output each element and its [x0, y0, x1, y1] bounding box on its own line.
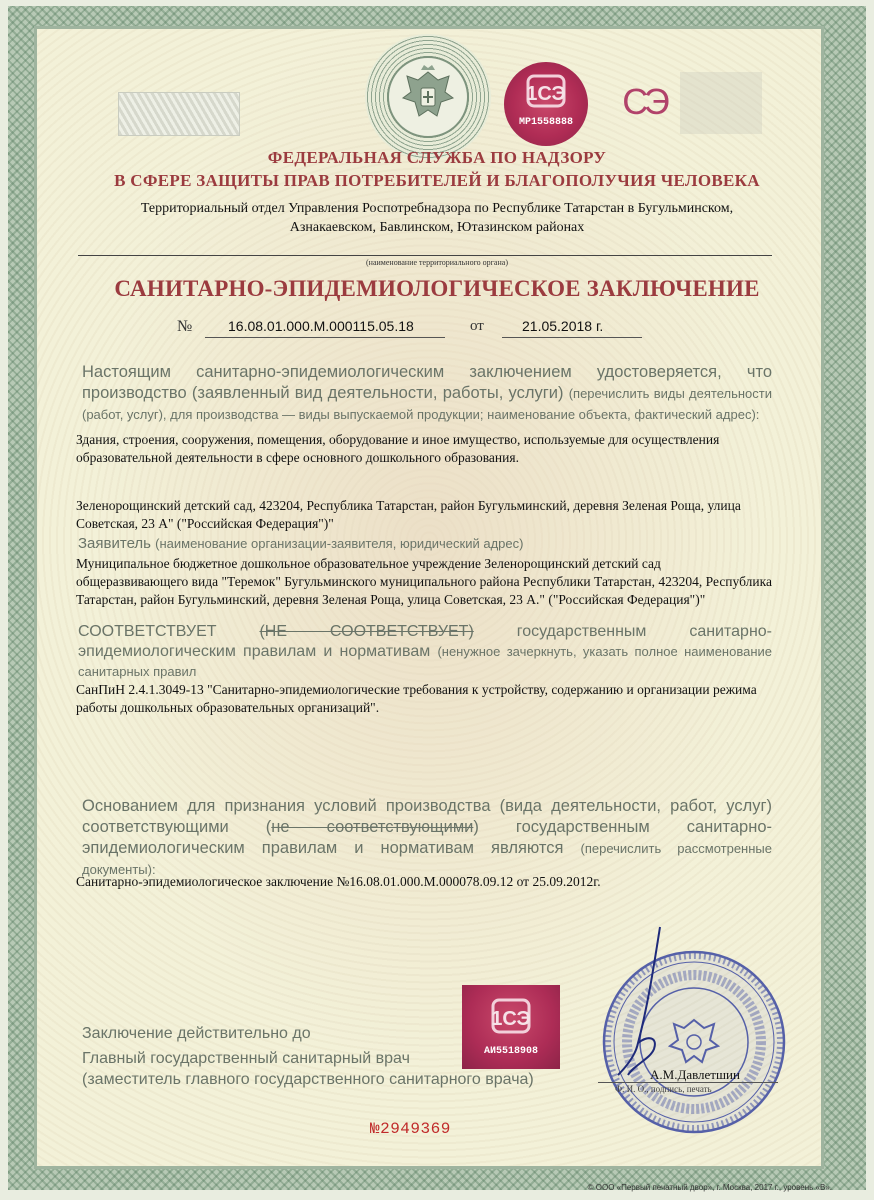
- not-conforms-struck: (НЕ СООТВЕТСТВУЕТ): [259, 623, 474, 640]
- number-sign: №: [177, 318, 193, 335]
- agency-title-line2: В СФЕРЕ ЗАЩИТЫ ПРАВ ПОТРЕБИТЕЛЕЙ И БЛАГОПОЛУЧИЯ ЧЕЛОВЕКА: [114, 171, 760, 190]
- document-title: САНИТАРНО-ЭПИДЕМИОЛОГИЧЕСКОЕ ЗАКЛЮЧЕНИЕ: [114, 276, 760, 301]
- conforms-rest: государственным санитарно-эпидемиологическим правилам и нормативам: [78, 623, 772, 660]
- hologram-logo-icon: [516, 70, 576, 114]
- divider: [78, 255, 772, 256]
- applicant-label-row: [78, 535, 778, 552]
- intro-text: Настоящим санитарно-эпидемиологическим заключением удостоверяется, что производство (заявленный вид деятельности, работы, услуги): [82, 363, 772, 402]
- handwritten-signature: [608, 925, 688, 1085]
- sanitary-rules: СанПиН 2.4.1.3049-13 "Санитарно-эпидемиологические требования к устройству, содержанию и организации режима работы дошкольных образовательных организаций".: [76, 682, 757, 715]
- certificate-number: 16.08.01.000.М.000115.05.18: [228, 318, 414, 334]
- territorial-body-line1: Территориальный отдел Управления Роспотребнадзора по Республике Татарстан в Бугульминском,: [140, 201, 734, 216]
- intro-hint: (перечислить виды деятельности (работ, услуг), для производства — виды выпускаемой продукции; наименование объекта, фактический адрес):: [82, 386, 772, 422]
- object-address: Зеленорощинский детский сад, 423204, Республика Татарстан, район Бугульминский, деревня Зеленая Роща, улица Советская, 23 А" ("Российская Федерация")": [76, 498, 741, 531]
- signature-line: [598, 1082, 778, 1083]
- basis-paragraph: [82, 796, 772, 880]
- basis-struck: не соответствующими: [271, 818, 474, 836]
- hologram-strip: [118, 92, 240, 136]
- printer-imprint: © ООО «Первый печатный двор», г. Москва, 2017 г., уровень «В».: [587, 1183, 832, 1192]
- valid-until-label: Заключение действительно до: [82, 1025, 311, 1042]
- number-underline: [205, 337, 445, 338]
- svg-text:1СЭ: 1СЭ: [526, 83, 566, 105]
- conformity-statement: [78, 622, 772, 682]
- hologram-sticker-logo-icon: [481, 994, 541, 1040]
- territorial-body-line2: Азнакаевском, Бавлинском, Ютазинском районах: [289, 220, 585, 235]
- issue-date: 21.05.2018 г.: [522, 318, 604, 334]
- se-logo: СЭ: [622, 81, 666, 122]
- deputy-doctor-label: (заместитель главного государственного санитарного врача): [82, 1071, 534, 1088]
- chief-doctor-label: Главный государственный санитарный врач: [82, 1050, 410, 1067]
- activity-purpose: Здания, строения, сооружения, помещения, оборудование и иное имущество, используемые для осуществления образовательной деятельности в сфере основного дошкольного образования.: [76, 432, 720, 465]
- basis-hint: (перечислить рассмотренные документы):: [82, 841, 772, 877]
- conforms-hint: (ненужное зачеркнуть, указать полное наименование санитарных правил: [78, 644, 772, 679]
- hologram-number: МР1558888: [518, 117, 573, 128]
- form-serial-number: №2949369: [370, 1120, 451, 1138]
- intro-paragraph: [82, 362, 772, 425]
- basis-text-2: ) государственным санитарно-эпидемиологическим правилам и нормативам являются: [82, 818, 772, 857]
- basis-document: Санитарно-эпидемиологическое заключение №16.08.01.000.М.000078.09.12 от 25.09.2012г.: [76, 874, 601, 889]
- svg-text:1СЭ: 1СЭ: [491, 1008, 531, 1030]
- applicant-hint: (наименование организации-заявителя, юридический адрес): [155, 536, 524, 551]
- applicant-label: Заявитель: [78, 535, 151, 552]
- agency-title-line1: ФЕДЕРАЛЬНАЯ СЛУЖБА ПО НАДЗОРУ: [267, 148, 607, 167]
- signature-caption: Ф. И. О., подпись, печать: [615, 1084, 712, 1094]
- territorial-body-caption: (наименование территориального органа): [366, 258, 508, 267]
- date-label: от: [470, 318, 484, 334]
- watermark-box: [680, 72, 762, 134]
- applicant-text: Муниципальное бюджетное дошкольное образовательное учреждение Зеленорощинский детский сад общеразвивающего вида "Теремок" Бугульминского муниципального района Республики Татарстан, 423204, Республика Татарстан, район Бугульминский, деревня Зеленая Роща, улица Советская, 23 А." ("Российская Федерация")": [76, 556, 772, 607]
- conforms-word: СООТВЕТСТВУЕТ: [78, 623, 217, 640]
- basis-text-1: Основанием для признания условий производства (вида деятельности, работ, услуг) соответствующими (: [82, 797, 772, 836]
- territorial-body: [70, 199, 804, 237]
- double-headed-eagle-icon: [385, 54, 471, 140]
- hologram-sticker-number: АИ5518908: [483, 1046, 538, 1057]
- signer-name: А.М.Давлетшин: [650, 1067, 740, 1082]
- date-underline: [502, 337, 642, 338]
